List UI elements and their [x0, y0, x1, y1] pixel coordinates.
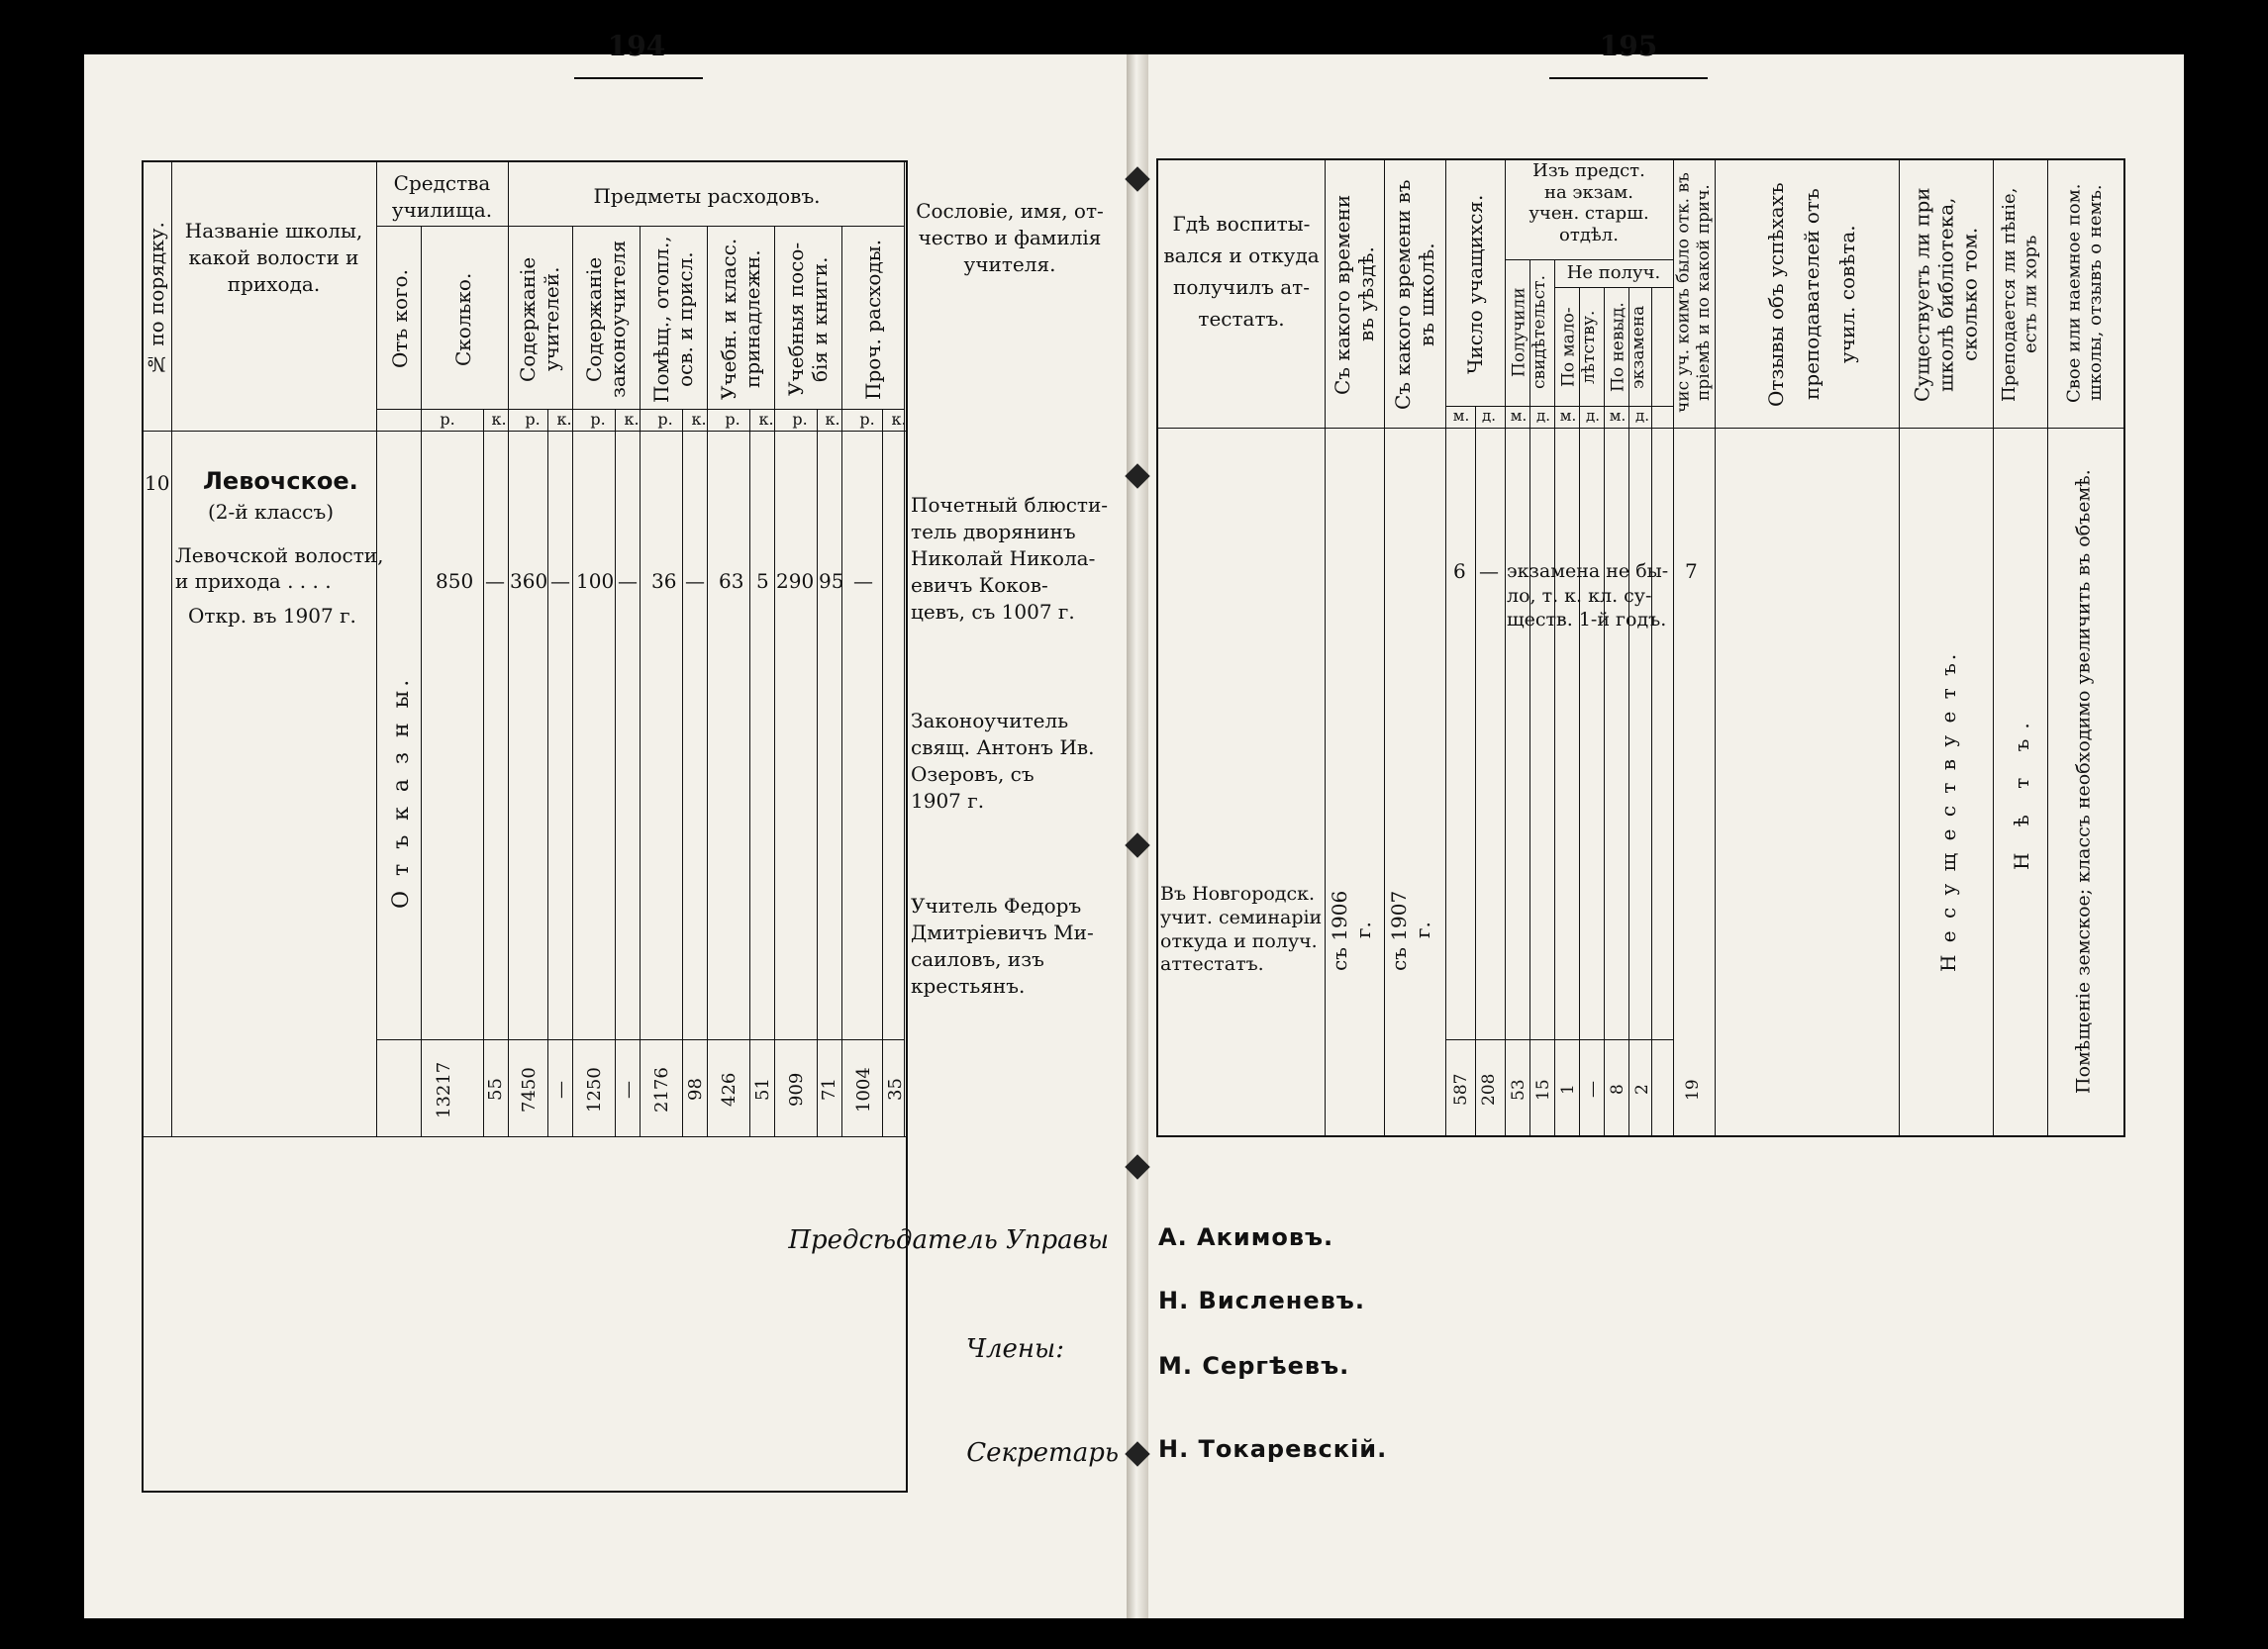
exp-supplies-k: 5: [756, 569, 769, 593]
unit-label: к.: [758, 410, 774, 429]
exp-other-r: —: [853, 569, 873, 593]
total-value: 98: [685, 1078, 707, 1102]
header-since-uezd: Съ какого времени въ уѣздѣ.: [1331, 194, 1378, 395]
pupils-d: —: [1479, 559, 1499, 583]
exp-books-r: 290: [776, 569, 815, 593]
total-value: 1250: [584, 1067, 606, 1113]
unit-label: м.: [1609, 407, 1627, 425]
exp-premises-r: 36: [651, 569, 677, 593]
school-parish: Левочской волости, и прихода . . . .: [175, 543, 384, 593]
total-value: 909: [786, 1072, 808, 1108]
school-opened: Откр. въ 1907 г.: [188, 604, 356, 628]
unit-label: к.: [891, 410, 907, 429]
funds-amount-k: —: [485, 569, 505, 593]
total-value: —: [550, 1081, 572, 1099]
header-funds-amount: Сколько.: [451, 272, 475, 366]
row-number: 10: [145, 471, 170, 495]
unit-label: м.: [1452, 407, 1470, 425]
header-funds: Средства училища.: [391, 171, 493, 222]
funds-from-value: О т ъ к а з н ы.: [388, 675, 414, 909]
total-value: 51: [752, 1078, 774, 1102]
unit-label: р.: [657, 410, 673, 429]
header-exp-supplies: Учебн. и класс. принадлежн.: [717, 238, 764, 401]
secretary-label: Секретарь: [966, 1438, 1119, 1468]
library-value: Н е с у щ е с т в у е т ъ.: [1936, 650, 1960, 973]
header-educated: Гдѣ воспиты- вался и откуда получилъ ат- тестатъ.: [1163, 212, 1320, 331]
header-exp-law: Содержаніе законоучителя: [582, 240, 630, 399]
header-library: Существуетъ ли при школѣ библіотека, сколько том.: [1910, 187, 1982, 402]
header-expenses: Предметы расходовъ.: [593, 184, 821, 208]
educated-value: Въ Новгородск. учит. семинаріи откуда и получ. аттестатъ.: [1160, 883, 1323, 976]
totals-rule: [1445, 1039, 1673, 1040]
school-name: Левочское.: [203, 467, 358, 495]
school-class: (2-й классъ): [208, 500, 335, 524]
since-school-value: съ 1907 г.: [1387, 890, 1434, 971]
unit-label: р.: [859, 410, 875, 429]
funds-amount-r: 850: [436, 569, 474, 593]
unit-label: р.: [725, 410, 740, 429]
unit-label: д.: [1585, 407, 1600, 425]
unit-label: р.: [440, 410, 455, 429]
page-number-right: 195: [1599, 30, 1658, 62]
header-bottom-rule: [142, 431, 906, 432]
secretary-name: Н. Токаревскій.: [1158, 1435, 1388, 1463]
rejected-value: 7: [1685, 559, 1698, 583]
total-value: 8: [1607, 1084, 1627, 1096]
header-exam-absent: По невыд. экзамена: [1608, 302, 1648, 393]
exp-teachers-k: —: [550, 569, 570, 593]
unit-label: к.: [556, 410, 572, 429]
header-singing: Преподается ли пѣніе, есть ли хоръ: [1998, 187, 2041, 402]
header-school: Названіе школы, какой волости и прихода.: [184, 219, 363, 296]
total-value: 35: [885, 1078, 907, 1102]
total-value: 426: [719, 1072, 740, 1108]
total-value: 2: [1631, 1084, 1652, 1096]
header-number: № по порядку.: [145, 222, 168, 377]
unit-label: к.: [691, 410, 707, 429]
header-exp-teachers: Содержаніе учителей.: [516, 256, 563, 382]
unit-label: к.: [624, 410, 640, 429]
members-label: Члены:: [965, 1334, 1064, 1364]
unit-label: д.: [1634, 407, 1649, 425]
header-teacher: Сословіе, имя, от- чество и фамилія учителя.: [916, 199, 1104, 276]
total-value: 15: [1532, 1079, 1553, 1101]
total-value: 7450: [519, 1067, 541, 1113]
pupils-m: 6: [1453, 559, 1466, 583]
chair-name: А. Акимовъ.: [1158, 1223, 1334, 1251]
total-value: 19: [1682, 1079, 1703, 1101]
header-reviews: Отзывы объ успѣхахъ преподавателей отъ учил. совѣта.: [1764, 182, 1859, 407]
header-exp-books: Учебныя посо- бія и книги.: [784, 242, 832, 397]
total-value: 587: [1450, 1073, 1471, 1107]
totals-bottom-rule: [142, 1136, 906, 1137]
teacher-law: Законоучитель свящ. Антонъ Ив. Озеровъ, съ 1907 г.: [911, 709, 1095, 813]
exp-supplies-r: 63: [719, 569, 744, 593]
exp-teachers-r: 360: [510, 569, 548, 593]
unit-label: к.: [825, 410, 840, 429]
total-value: 2176: [651, 1067, 673, 1113]
header-exam-group: Изъ предст. на экзам. учен. старш. отдѣл.: [1528, 160, 1649, 245]
unit-label: м.: [1559, 407, 1577, 425]
unit-label: к.: [491, 410, 507, 429]
unit-label: д.: [1481, 407, 1496, 425]
total-value: 55: [485, 1078, 507, 1102]
page-number-rule: [574, 77, 703, 79]
header-rejected: чис уч. коимъ было отк. въ пріемѣ и по какой прич.: [1673, 172, 1714, 414]
exp-law-k: —: [618, 569, 638, 593]
teacher-trustee: Почетный блюсти- тель дворянинъ Николай Никола- евичъ Коков- цевъ, съ 1007 г.: [911, 493, 1109, 624]
total-value: 208: [1478, 1073, 1499, 1107]
exam-note: экзамена не бы- ло, т. к. кл. су- ществ. 1-й годъ.: [1507, 560, 1669, 631]
exam-not-rule: [1554, 287, 1673, 288]
total-value: —: [618, 1081, 640, 1099]
header-bottom-rule: [1156, 428, 2123, 429]
header-pupils: Число учащихся.: [1463, 194, 1487, 375]
header-exp-premises: Помѣщ., отопл., осв. и присл.: [649, 236, 697, 403]
unit-label: р.: [590, 410, 606, 429]
member-1: Н. Висленевъ.: [1158, 1287, 1365, 1314]
page-number-left: 194: [607, 30, 666, 62]
unit-label: р.: [792, 410, 808, 429]
member-2: М. Сергѣевъ.: [1158, 1352, 1350, 1380]
chair-label: Предсѣдатель Управы: [788, 1225, 1109, 1255]
header-exam-got: Получили свидѣтельст.: [1509, 275, 1549, 390]
total-value: 1: [1557, 1084, 1578, 1096]
singing-value: Н ѣ т ъ.: [2010, 713, 2033, 871]
unit-label: р.: [525, 410, 541, 429]
total-value: 13217: [434, 1061, 455, 1118]
exp-premises-k: —: [685, 569, 705, 593]
premises-value: Помѣщеніе земское; классъ необходимо увеличить въ объемѣ.: [2072, 469, 2095, 1095]
total-value: 53: [1508, 1079, 1528, 1101]
teacher-teacher: Учитель Федоръ Дмитріевичъ Ми- саиловъ, изъ крестьянъ.: [911, 894, 1094, 998]
page-number-rule: [1549, 77, 1708, 79]
unit-label: д.: [1535, 407, 1550, 425]
header-since-school: Съ какого времени въ въ школѣ.: [1391, 179, 1438, 410]
unit-label: м.: [1510, 407, 1528, 425]
header-premises: Свое или наемное пом. школы, отзывъ о немъ.: [2063, 183, 2106, 403]
header-exam-not: Не получ.: [1566, 262, 1661, 283]
header-exam-young: По мало- лѣтству.: [1558, 307, 1599, 388]
exp-law-r: 100: [576, 569, 615, 593]
header-exp-other: Проч. расходы.: [861, 239, 885, 400]
exp-books-k: 95: [819, 569, 844, 593]
total-value: 1004: [853, 1067, 875, 1113]
since-uezd-value: съ 1906 г.: [1328, 890, 1375, 971]
total-value: 71: [819, 1078, 840, 1102]
header-funds-from: Отъ кого.: [388, 269, 412, 369]
total-value: —: [1582, 1081, 1603, 1099]
